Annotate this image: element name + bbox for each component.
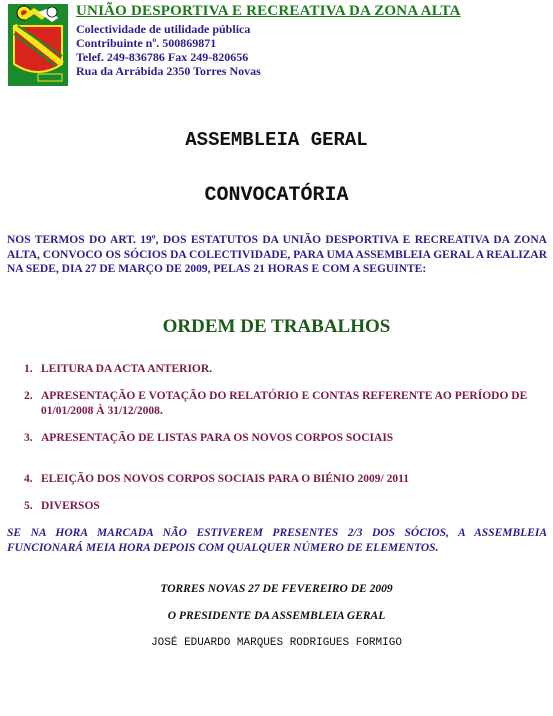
- org-description: Colectividade de utilidade pública: [76, 22, 251, 36]
- agenda-item-text: APRESENTAÇÃO DE LISTAS PARA OS NOVOS CORPOS SOCIAIS: [41, 432, 394, 444]
- document-subtitle: CONVOCATÓRIA: [204, 184, 349, 207]
- agenda-item: [24, 389, 544, 418]
- convocation-text: NOS TERMOS DO ART. 19º, DOS ESTATUTOS DA UNIÃO DESPORTIVA E RECREATIVA DA ZONA ALTA, CONVOCO OS SÓCIOS DA COLECTIVIDADE, PARA UMA ASSEMBLEIA GERAL A REALIZAR NA SEDE, DIA 27 DE MARÇO DE 2009, PELAS 21 HORAS E COM A SEGUINTE:: [7, 234, 547, 275]
- agenda-item: [24, 431, 544, 446]
- place-and-date: TORRES NOVAS 27 DE FEVEREIRO DE 2009: [160, 583, 393, 595]
- quorum-note: SE NA HORA MARCADA NÃO ESTIVEREM PRESENTES 2/3 DOS SÓCIOS, A ASSEMBLEIA FUNCIONARÁ MEIA HORA DEPOIS COM QUALQUER NÚMERO DE ELEMENTOS.: [7, 527, 547, 554]
- agenda-item-text: DIVERSOS: [41, 500, 100, 512]
- org-phone-fax: Telef. 249-836786 Fax 249-820656: [76, 50, 249, 64]
- agenda-item-text: APRESENTAÇÃO E VOTAÇÃO DO RELATÓRIO E CONTAS REFERENTE AO PERÍODO DE 01/01/2008 À 31/12/2008.: [41, 390, 528, 417]
- signatory-name: JOSÉ EDUARDO MARQUES RODRIGUES FORMIGO: [151, 637, 402, 649]
- agenda-item-number: 1.: [24, 363, 33, 375]
- organization-name: UNIÃO DESPORTIVA E RECREATIVA DA ZONA ALTA: [76, 3, 461, 19]
- agenda-item: [24, 499, 544, 514]
- agenda-title: ORDEM DE TRABALHOS: [162, 316, 391, 337]
- document-title: ASSEMBLEIA GERAL: [185, 129, 368, 151]
- org-address: Rua da Arrábida 2350 Torres Novas: [76, 64, 261, 78]
- agenda-item: [24, 472, 544, 487]
- signatory-role: O PRESIDENTE DA ASSEMBLEIA GERAL: [167, 610, 386, 622]
- agenda-item-number: 4.: [24, 473, 33, 485]
- agenda-item-number: 5.: [24, 500, 33, 512]
- club-crest-logo: [8, 4, 68, 86]
- agenda-item-text: LEITURA DA ACTA ANTERIOR.: [41, 363, 213, 375]
- org-tax-number: Contribuinte nº. 500869871: [76, 36, 217, 50]
- agenda-item-number: 2.: [24, 390, 33, 402]
- agenda-item: [24, 362, 544, 377]
- agenda-item-number: 3.: [24, 432, 33, 444]
- agenda-item-text: ELEIÇÃO DOS NOVOS CORPOS SOCIAIS PARA O BIÉNIO 2009/ 2011: [41, 473, 409, 485]
